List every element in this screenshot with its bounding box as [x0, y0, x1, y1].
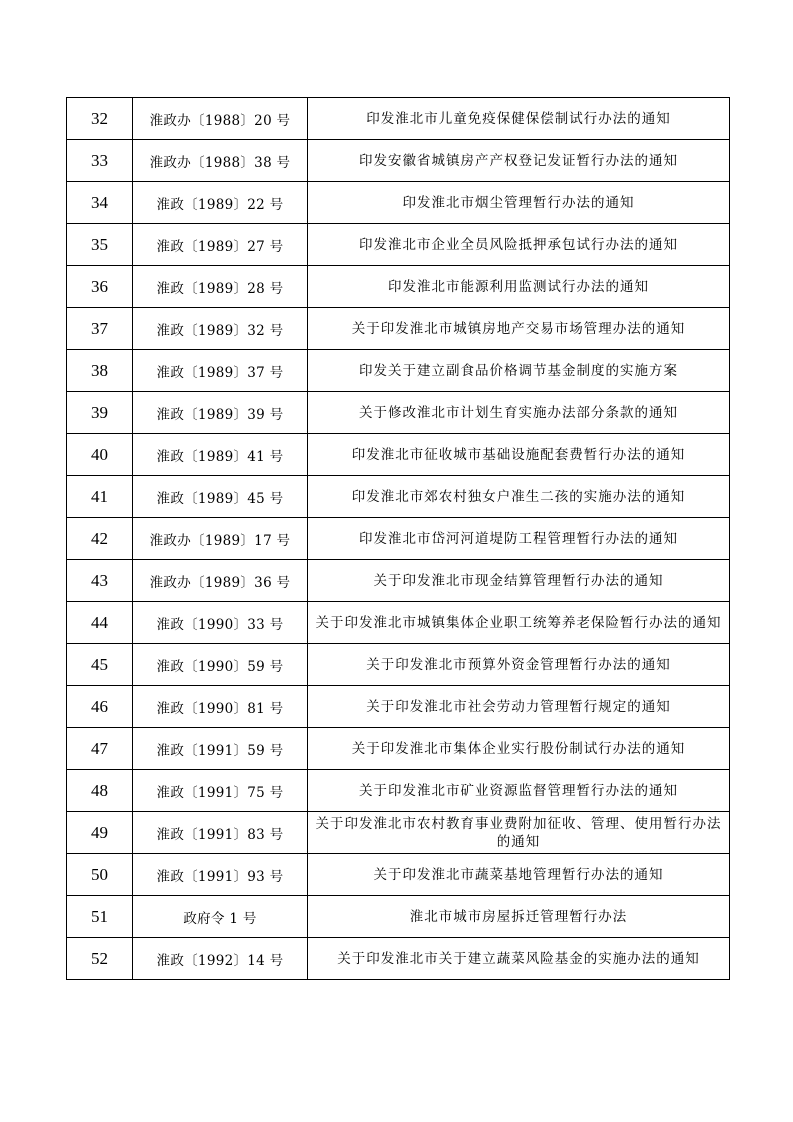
document-title: 关于修改淮北市计划生育实施办法部分条款的通知 — [308, 392, 730, 434]
document-number: 淮政办〔1988〕20 号 — [133, 98, 308, 140]
table-row — [67, 812, 730, 854]
document-number: 淮政〔1992〕14 号 — [133, 938, 308, 980]
document-number: 淮政〔1991〕59 号 — [133, 728, 308, 770]
table-row — [67, 854, 730, 896]
row-number: 35 — [67, 224, 133, 266]
table-row — [67, 644, 730, 686]
document-title: 关于印发淮北市城镇房地产交易市场管理办法的通知 — [308, 308, 730, 350]
document-number: 淮政〔1991〕83 号 — [133, 812, 308, 854]
row-number: 39 — [67, 392, 133, 434]
row-number: 45 — [67, 644, 133, 686]
row-number: 34 — [67, 182, 133, 224]
document-title: 印发关于建立副食品价格调节基金制度的实施方案 — [308, 350, 730, 392]
document-number: 淮政〔1990〕81 号 — [133, 686, 308, 728]
row-number: 42 — [67, 518, 133, 560]
document-title: 关于印发淮北市农村教育事业费附加征收、管理、使用暂行办法的通知 — [308, 812, 730, 854]
document-title: 印发淮北市能源利用监测试行办法的通知 — [308, 266, 730, 308]
table-row — [67, 350, 730, 392]
table-row — [67, 392, 730, 434]
document-title: 印发淮北市企业全员风险抵押承包试行办法的通知 — [308, 224, 730, 266]
row-number: 36 — [67, 266, 133, 308]
document-number: 淮政〔1989〕28 号 — [133, 266, 308, 308]
row-number: 49 — [67, 812, 133, 854]
table-row — [67, 938, 730, 980]
document-title: 印发淮北市儿童免疫保健保偿制试行办法的通知 — [308, 98, 730, 140]
row-number: 33 — [67, 140, 133, 182]
table-row — [67, 728, 730, 770]
table-row — [67, 308, 730, 350]
row-number: 32 — [67, 98, 133, 140]
row-number: 46 — [67, 686, 133, 728]
document-title: 关于印发淮北市蔬菜基地管理暂行办法的通知 — [308, 854, 730, 896]
document-title: 印发淮北市征收城市基础设施配套费暂行办法的通知 — [308, 434, 730, 476]
document-title: 关于印发淮北市社会劳动力管理暂行规定的通知 — [308, 686, 730, 728]
document-number: 淮政〔1989〕27 号 — [133, 224, 308, 266]
table-row — [67, 434, 730, 476]
table-row — [67, 770, 730, 812]
row-number: 52 — [67, 938, 133, 980]
document-number: 淮政办〔1989〕17 号 — [133, 518, 308, 560]
document-number: 淮政〔1989〕41 号 — [133, 434, 308, 476]
row-number: 37 — [67, 308, 133, 350]
document-title: 印发淮北市烟尘管理暂行办法的通知 — [308, 182, 730, 224]
table-row — [67, 182, 730, 224]
table-row — [67, 896, 730, 938]
document-number: 淮政〔1989〕22 号 — [133, 182, 308, 224]
table-row — [67, 518, 730, 560]
row-number: 47 — [67, 728, 133, 770]
table-row — [67, 266, 730, 308]
document-number: 淮政办〔1989〕36 号 — [133, 560, 308, 602]
row-number: 43 — [67, 560, 133, 602]
table-row — [67, 140, 730, 182]
document-number: 淮政〔1991〕75 号 — [133, 770, 308, 812]
table-row — [67, 560, 730, 602]
document-list-body — [67, 98, 730, 980]
document-number: 淮政办〔1988〕38 号 — [133, 140, 308, 182]
document-title: 关于印发淮北市集体企业实行股份制试行办法的通知 — [308, 728, 730, 770]
document-number: 淮政〔1989〕45 号 — [133, 476, 308, 518]
row-number: 50 — [67, 854, 133, 896]
row-number: 44 — [67, 602, 133, 644]
document-list-table — [66, 97, 730, 980]
table-row — [67, 98, 730, 140]
document-number: 淮政〔1990〕59 号 — [133, 644, 308, 686]
document-title: 印发淮北市郊农村独女户准生二孩的实施办法的通知 — [308, 476, 730, 518]
document-number: 淮政〔1989〕32 号 — [133, 308, 308, 350]
row-number: 40 — [67, 434, 133, 476]
table-row — [67, 476, 730, 518]
document-title: 关于印发淮北市现金结算管理暂行办法的通知 — [308, 560, 730, 602]
document-number: 淮政〔1991〕93 号 — [133, 854, 308, 896]
row-number: 38 — [67, 350, 133, 392]
document-number: 淮政〔1989〕37 号 — [133, 350, 308, 392]
document-title: 关于印发淮北市关于建立蔬菜风险基金的实施办法的通知 — [308, 938, 730, 980]
table-row — [67, 224, 730, 266]
row-number: 51 — [67, 896, 133, 938]
document-title: 关于印发淮北市城镇集体企业职工统筹养老保险暂行办法的通知 — [308, 602, 730, 644]
document-title: 印发安徽省城镇房产产权登记发证暂行办法的通知 — [308, 140, 730, 182]
document-number: 淮政〔1989〕39 号 — [133, 392, 308, 434]
row-number: 41 — [67, 476, 133, 518]
row-number: 48 — [67, 770, 133, 812]
table-row — [67, 602, 730, 644]
document-number: 淮政〔1990〕33 号 — [133, 602, 308, 644]
document-number: 政府令 1 号 — [133, 896, 308, 938]
document-title: 淮北市城市房屋拆迁管理暂行办法 — [308, 896, 730, 938]
document-title: 印发淮北市岱河河道堤防工程管理暂行办法的通知 — [308, 518, 730, 560]
table-row — [67, 686, 730, 728]
document-title: 关于印发淮北市预算外资金管理暂行办法的通知 — [308, 644, 730, 686]
document-title: 关于印发淮北市矿业资源监督管理暂行办法的通知 — [308, 770, 730, 812]
